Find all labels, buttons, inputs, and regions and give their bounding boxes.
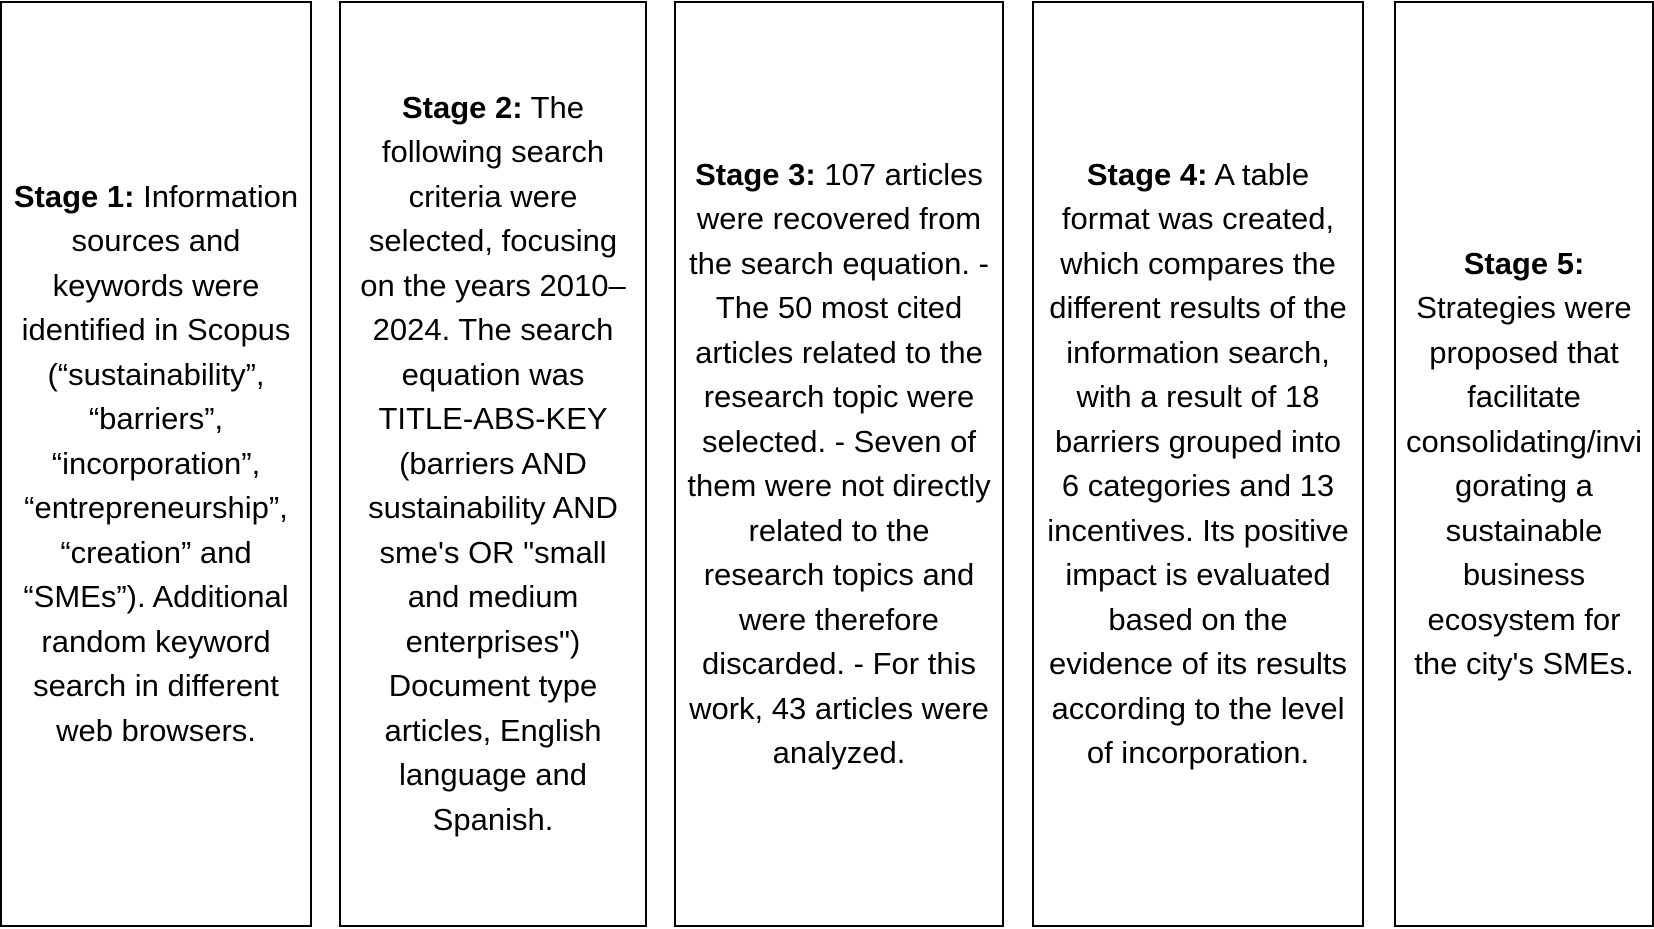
stage-3-bullet: - For this work, 43 articles were analyzed. bbox=[689, 646, 989, 770]
stage-3-bullet: - The 50 most cited articles related to the research topic were selected. bbox=[695, 245, 989, 459]
stage-5-box bbox=[1394, 1, 1654, 927]
stage-1-body: Information sources and keywords were identified in Scopus (“sustainability”, “barriers”, “incorporation”, “entrepreneurship”, “creation” and “SMEs”). Additional random keyword search in different web browsers. bbox=[21, 178, 299, 748]
stage-5-body: Strategies were proposed that facilitate consolidating/invigorating a sustainable business ecosystem for the city's SMEs. bbox=[1405, 290, 1643, 681]
stage-2-text bbox=[351, 86, 635, 843]
stage-4-title: Stage 4: bbox=[1086, 156, 1208, 192]
stage-3-text bbox=[686, 153, 992, 776]
stage-3-bullet: - Seven of them were not directly related to the research topics and were therefore discarded. bbox=[687, 423, 991, 681]
stage-1-title: Stage 1: bbox=[13, 178, 135, 214]
stage-2-title: Stage 2: bbox=[401, 89, 523, 125]
stage-2-body: The following search criteria were selected, focusing on the years 2010– 2024. The search equation was TITLE-ABS-KEY (barriers AND sustainability AND sme's OR "small and medium enterprises") Document type articles, English language and Spanish. bbox=[360, 89, 626, 837]
stage-5-text bbox=[1404, 242, 1644, 687]
stage-3-box bbox=[674, 1, 1004, 927]
stage-4-text bbox=[1044, 153, 1352, 776]
stage-3-body: 107 articles were recovered from the search equation. bbox=[689, 156, 983, 281]
stage-3-title: Stage 3: bbox=[695, 156, 816, 192]
stage-1-box bbox=[0, 1, 312, 927]
stage-5-title: Stage 5: bbox=[1463, 245, 1585, 281]
stage-2-box bbox=[339, 1, 647, 927]
stage-1-text bbox=[14, 175, 299, 754]
stage-4-body: A table format was created, which compares the different results of the information search, with a result of 18 barriers grouped into 6 categories and 13 incentives. Its positive impact is evaluated based on the evidence of its results according to the level of incorporation. bbox=[1047, 156, 1349, 770]
stage-4-box bbox=[1032, 1, 1364, 927]
